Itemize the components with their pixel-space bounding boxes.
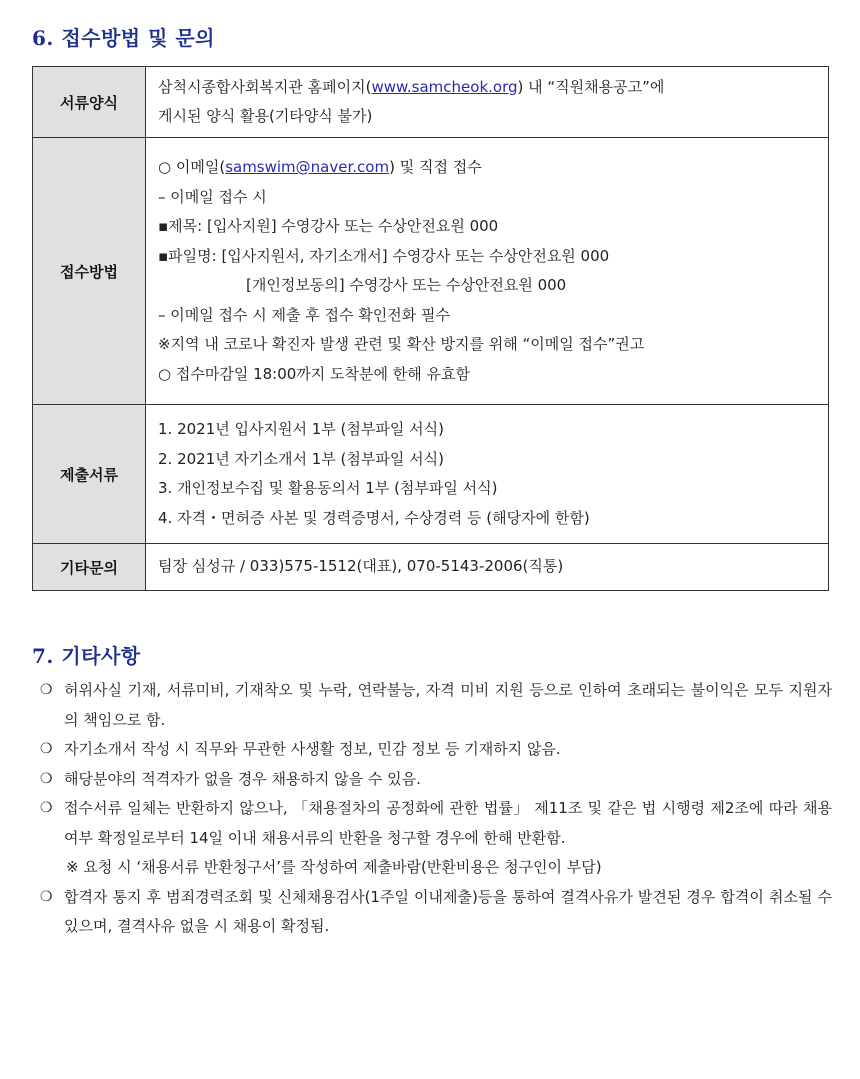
- list-item: 2. 2021년 자기소개서 1부 (첨부파일 서식): [158, 449, 444, 468]
- table-row-inquiry: [33, 544, 829, 591]
- circle-bullet-icon: ❍: [40, 741, 53, 757]
- table-row-method: [33, 138, 829, 405]
- table-row-form: [33, 67, 829, 138]
- row-label-inquiry: 기타문의: [33, 544, 146, 591]
- list-item: ❍ 허위사실 기재, 서류미비, 기재착오 및 누락, 연락불능, 자격 미비 지원 등으로 인하여 초래되는 불이익은 모두 지원자의 책임으로 함.: [40, 676, 832, 735]
- circle-bullet-icon: ❍: [40, 770, 53, 787]
- table-row-docs: [33, 405, 829, 544]
- list-item: 1. 2021년 입사지원서 1부 (첨부파일 서식): [158, 420, 444, 438]
- section-7-title: 7. 기타사항: [32, 644, 141, 668]
- row-label-docs: 제출서류: [33, 405, 146, 544]
- row-value-form: 삼척시종합사회복지관 홈페이지(www.samcheok.org) 내 “직원채용공고”에 게시된 양식 활용(기타양식 불가): [146, 67, 829, 138]
- circle-bullet-icon: ❍: [40, 800, 53, 816]
- circle-bullet-icon: ❍: [40, 888, 53, 905]
- row-label-method: 접수방법: [33, 138, 146, 405]
- list-item: ❍ 자기소개서 작성 시 직무와 무관한 사생활 정보, 민감 정보 등 기재하지 않음.: [40, 735, 832, 765]
- list-item: 4. 자격・면허증 사본 및 경력증명서, 수상경력 등 (해당자에 한함): [158, 508, 590, 527]
- notes-list: [40, 676, 832, 942]
- list-item: ❍ 해당분야의 적격자가 없을 경우 채용하지 않을 수 있음.: [40, 765, 832, 795]
- sub-note: ※ 요청 시 ‘채용서류 반환청구서’를 작성하여 제출바람(반환비용은 청구인이 부담): [66, 858, 602, 876]
- row-value-method: ○ 이메일(samswim@naver.com) 및 직접 접수 – 이메일 접수 시 ▪제목: [입사지원] 수영강사 또는 수상안전요원 000 ▪파일명: [입사지원서, 자기소개서] 수영강사 또는 수상안전요원 000 [개인정보동의] 수영강사 또는 수상안전요원 000 – 이메일 접수 시 제출 후 접수 확인전화 필수 ※지역 내 코로나 확진자 발생 관련 및 확산 방지를 위해 “이메일 접수”권고 ○ 접수마감일 18:00까지 도착분에 한해 유효함: [146, 138, 829, 405]
- email-link[interactable]: samswim@naver.com: [225, 158, 390, 176]
- section-6-title: 6. 접수방법 및 문의: [32, 26, 216, 50]
- application-info-table: [32, 66, 829, 591]
- homepage-link[interactable]: www.samcheok.org: [371, 77, 518, 96]
- list-item: ❍ 합격자 통지 후 범죄경력조회 및 신체채용검사(1주일 이내제출)등을 통하여 결격사유가 발견된 경우 합격이 취소될 수 있으며, 결격사유 없을 시 채용이 확정됨.: [40, 883, 832, 942]
- row-value-docs: [146, 405, 829, 544]
- list-item: ❍ 접수서류 일체는 반환하지 않으나, 「채용절차의 공정화에 관한 법률」 제11조 및 같은 법 시행령 제2조에 따라 채용여부 확정일로부터 14일 이내 채용서류의 반환을 청구할 경우에 한해 반환함.: [40, 794, 832, 853]
- row-label-form: 서류양식: [33, 67, 146, 138]
- row-value-inquiry: 팀장 심성규 / 033)575-1512(대표), 070-5143-2006(직통): [146, 544, 829, 591]
- circle-bullet-icon: ❍: [40, 682, 53, 698]
- list-item: 3. 개인정보수집 및 활용동의서 1부 (첨부파일 서식): [158, 479, 498, 497]
